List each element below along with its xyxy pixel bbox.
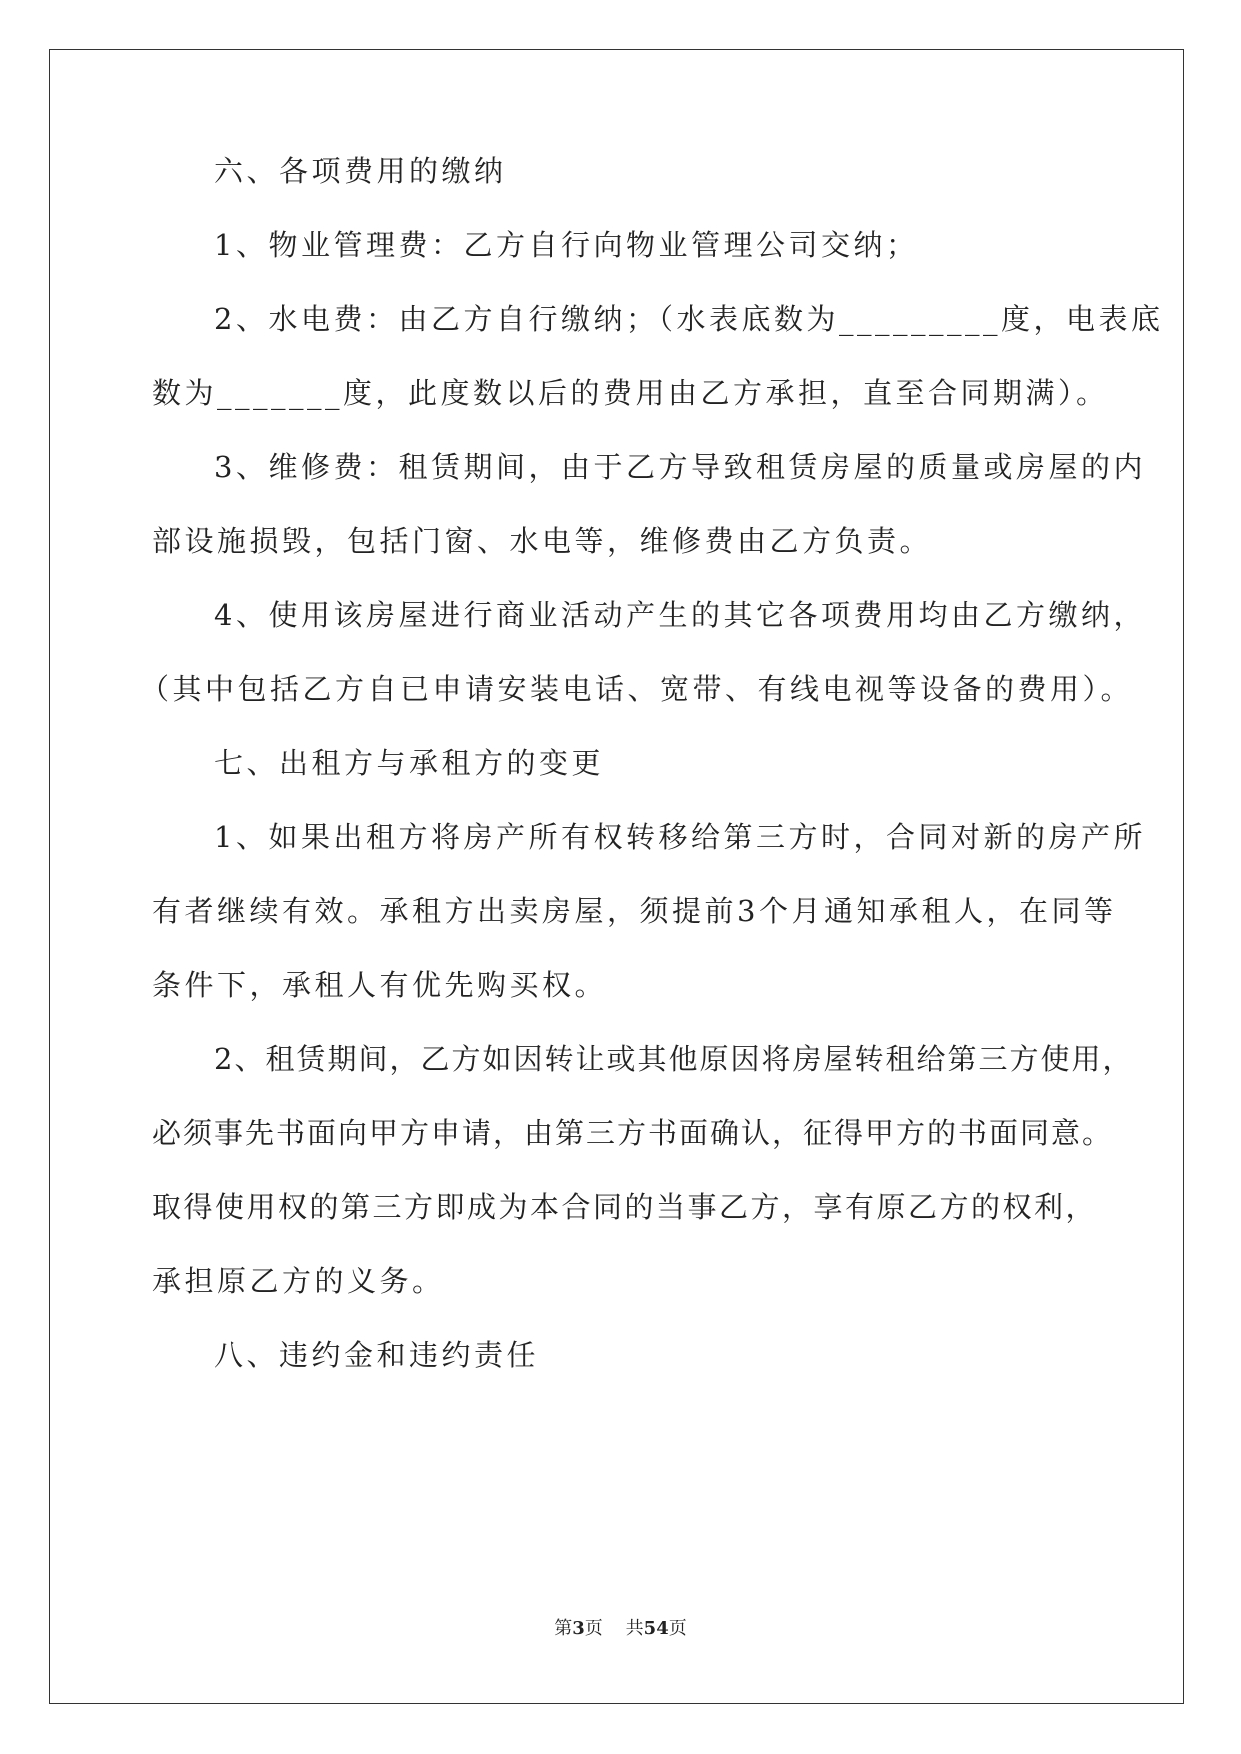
paragraph-line: 有者继续有效。承租方出卖房屋，须提前3个月通知承租人，在同等 (152, 894, 1117, 928)
section-heading-breach: 八、违约金和违约责任 (214, 1338, 540, 1372)
paragraph-line: 4、使用该房屋进行商业活动产生的其它各项费用均由乙方缴纳， (214, 598, 1146, 632)
paragraph-line: 3、维修费：租赁期间，由于乙方导致租赁房屋的质量或房屋的内 (214, 450, 1146, 484)
paragraph-line: 条件下，承租人有优先购买权。 (152, 968, 608, 1002)
paragraph-line: （其中包括乙方自已申请安装电话、宽带、有线电视等设备的费用）。 (140, 672, 1134, 706)
footer-page-suffix: 页 (584, 1618, 603, 1639)
footer-page-current: 3 (572, 1618, 585, 1639)
page-footer (0, 1617, 1241, 1641)
page-border (49, 49, 1184, 1704)
footer-page-prefix: 第 (554, 1618, 573, 1639)
paragraph-line: 必须事先书面向甲方申请，由第三方书面确认，征得甲方的书面同意。 (152, 1116, 1114, 1150)
paragraph-line: 承担原乙方的义务。 (152, 1264, 445, 1298)
footer-total-suffix: 页 (668, 1618, 687, 1639)
section-heading-change: 七、出租方与承租方的变更 (214, 746, 605, 780)
paragraph-line: 2、水电费：由乙方自行缴纳；（水表底数为_________度，电表底 (214, 302, 1164, 336)
paragraph-line: 部设施损毁，包括门窗、水电等，维修费由乙方负责。 (152, 524, 933, 558)
footer-page-total: 54 (643, 1618, 669, 1639)
paragraph-line: 1、如果出租方将房产所有权转移给第三方时，合同对新的房产所 (214, 820, 1146, 854)
paragraph-line: 2、租赁期间，乙方如因转让或其他原因将房屋转租给第三方使用， (214, 1042, 1134, 1076)
paragraph-line: 1、物业管理费：乙方自行向物业管理公司交纳； (214, 228, 919, 262)
footer-total-prefix: 共 (625, 1618, 644, 1639)
section-heading-fees: 六、各项费用的缴纳 (214, 154, 507, 188)
paragraph-line: 取得使用权的第三方即成为本合同的当事乙方，享有原乙方的权利， (152, 1190, 1098, 1224)
paragraph-line: 数为_______度，此度数以后的费用由乙方承担，直至合同期满）。 (152, 376, 1109, 410)
